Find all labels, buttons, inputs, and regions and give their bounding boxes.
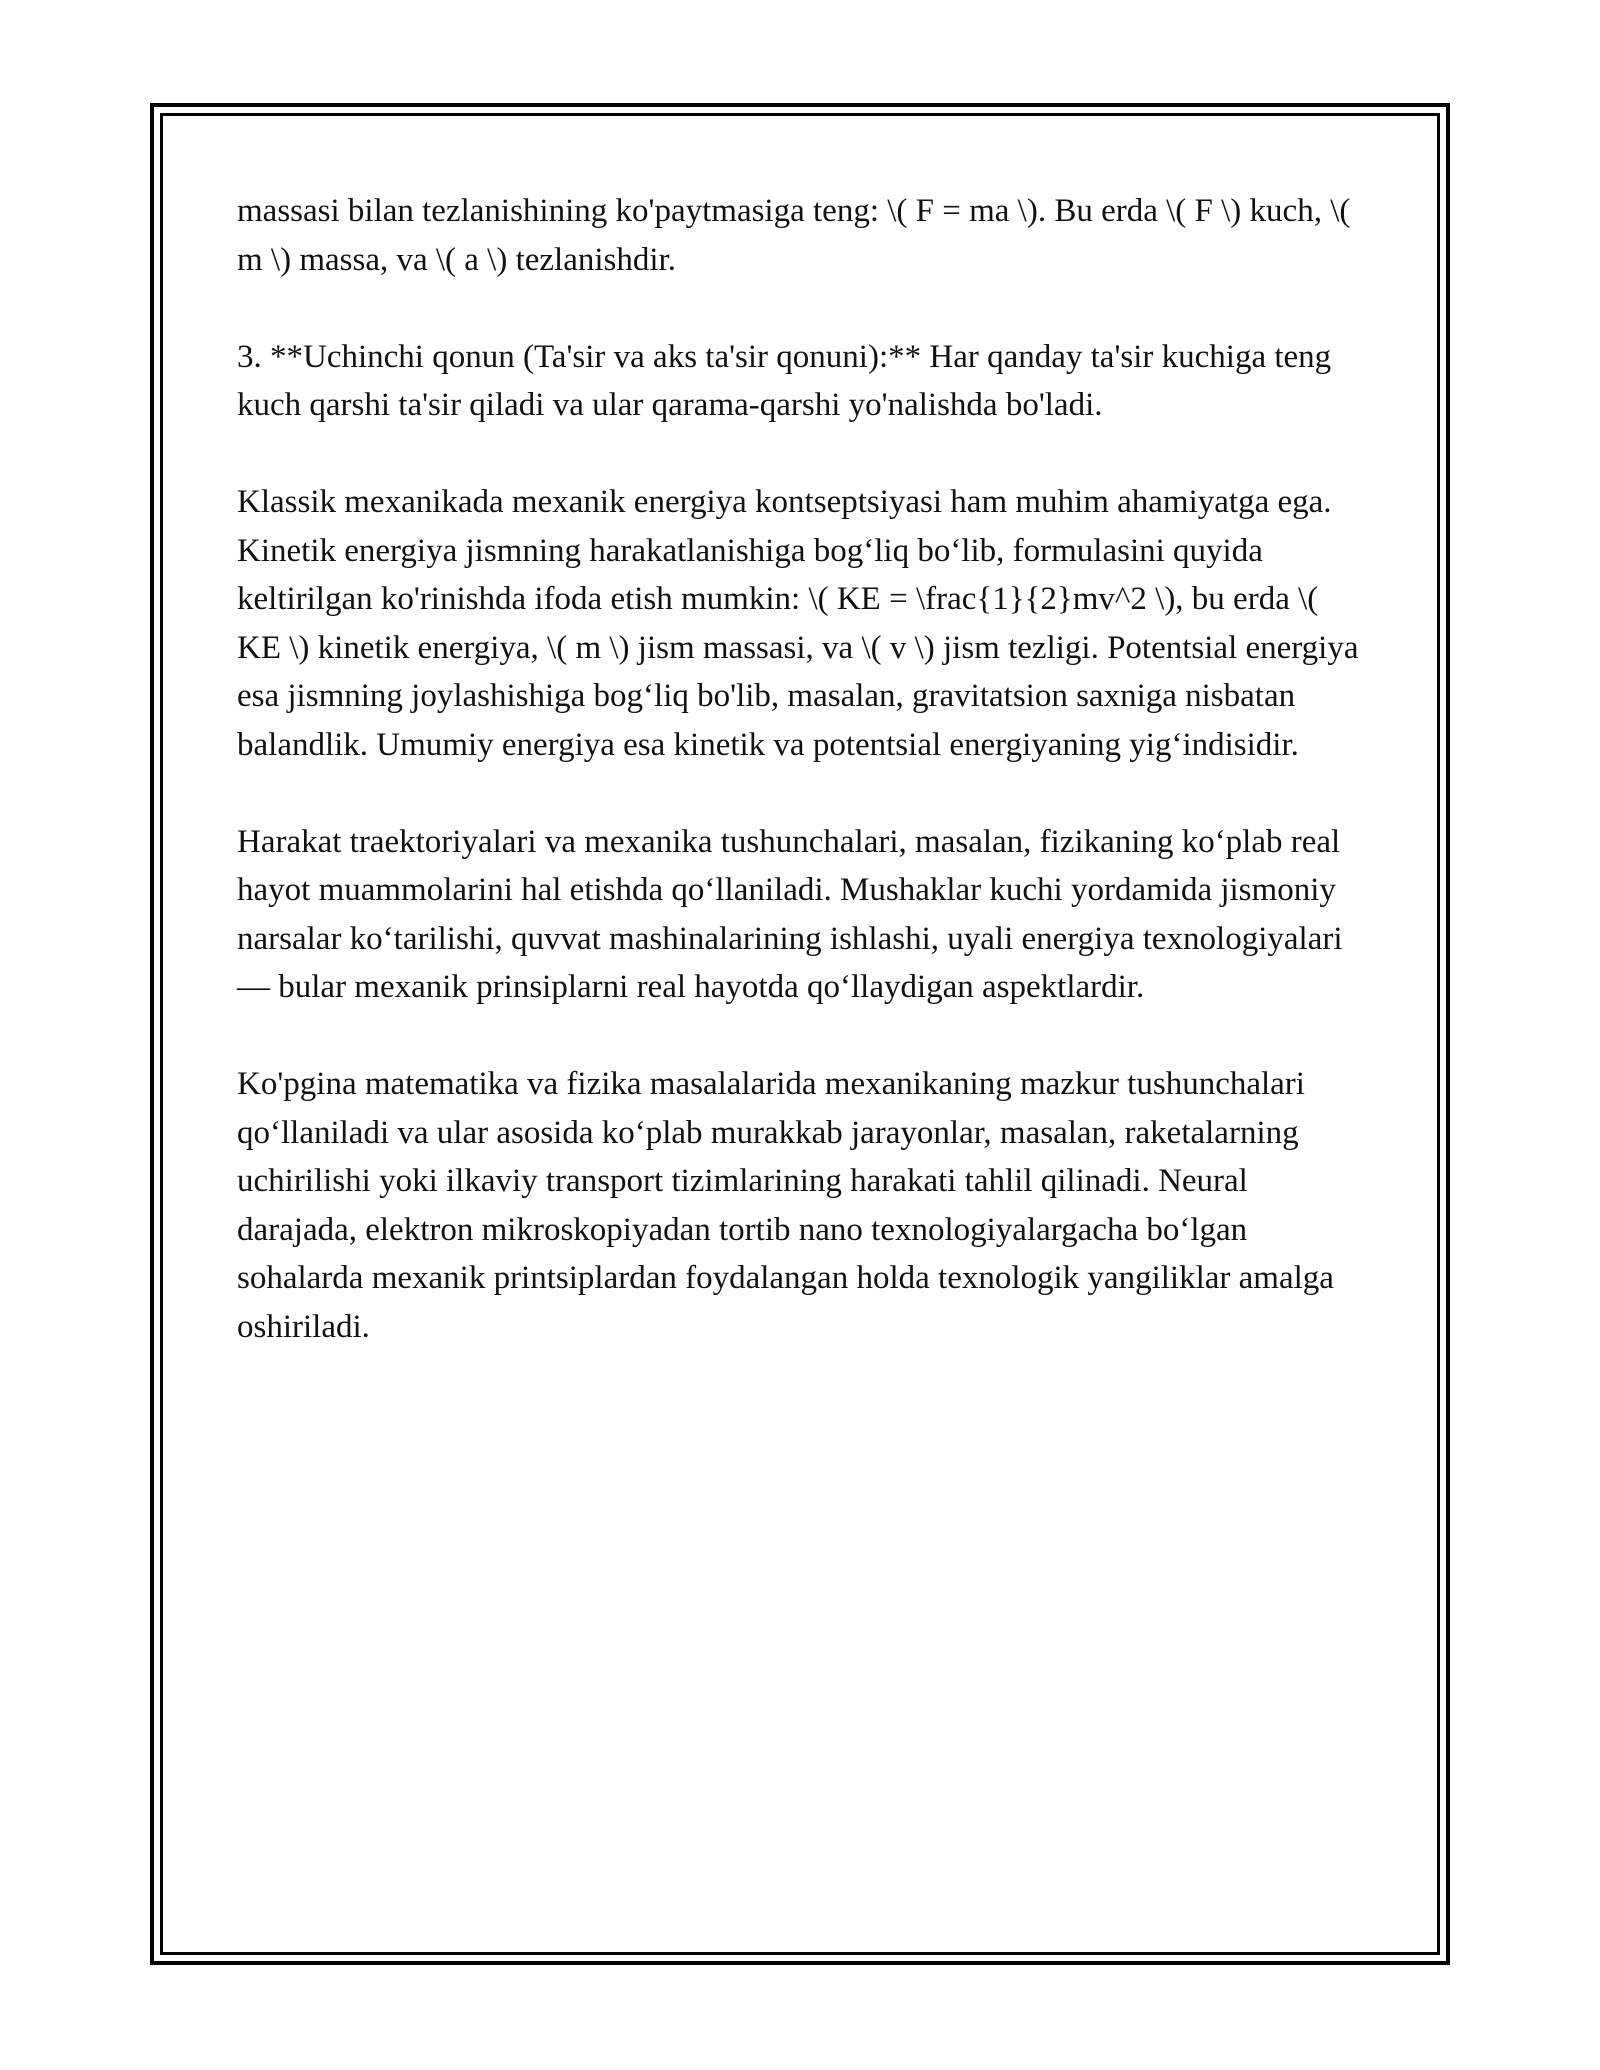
paragraph-applications: Harakat traektoriyalari va mexanika tushunchalari, masalan, fizikaning ko‘plab real hayot muammolarini hal etishda qo‘llaniladi. Mushaklar kuchi yordamida jismoniy narsalar ko‘tarilishi, quvvat mashinalarining ishlashi, uyali energiya texnologiyalari — bular mexanik prinsiplarni real hayotda qo‘llaydigan aspektlardir. (237, 823, 1343, 1005)
document-body (237, 187, 1367, 1400)
paragraph-mechanical-energy: Klassik mexanikada mexanik energiya kontseptsiyasi ham muhim ahamiyatga ega. Kinetik energiya jismning harakatlanishiga bog‘liq bo‘lib, formulasini quyida keltirilgan ko'rinishda ifoda etish mumkin: \( KE = \frac{1}{2}mv^2 \), bu erda \( KE \) kinetik energiya, \( m \) jism massasi, va \( v \) jism tezligi. Potentsial energiya esa jismning joylashishiga bog‘liq bo'lib, masalan, gravitatsion saxniga nisbatan balandlik. Umumiy energiya esa kinetik va potentsial energiyaning yig‘indisidir. (237, 484, 1359, 763)
paragraph-newton-third-law: 3. **Uchinchi qonun (Ta'sir va aks ta'sir qonuni):** Har qanday ta'sir kuchiga teng kuch qarshi ta'sir qiladi va ular qarama-qarshi yo'nalishda bo'ladi. (237, 338, 1332, 423)
paragraph-technology: Ko'pgina matematika va fizika masalalarida mexanikaning mazkur tushunchalari qo‘llaniladi va ular asosida ko‘plab murakkab jarayonlar, masalan, raketalarning uchirilishi yoki ilkaviy transport tizimlarining harakati tahlil qilinadi. Neural darajada, elektron mikroskopiyadan tortib nano texnologiyalargacha bo‘lgan sohalarda mexanik printsiplardan foydalangan holda texnologik yangiliklar amalga oshiriladi. (237, 1066, 1334, 1345)
paragraph-newton-second-law-end: massasi bilan tezlanishining ko'paytmasiga teng: \( F = ma \). Bu erda \( F \) kuch, \( m \) massa, va \( a \) tezlanishdir. (237, 193, 1351, 278)
